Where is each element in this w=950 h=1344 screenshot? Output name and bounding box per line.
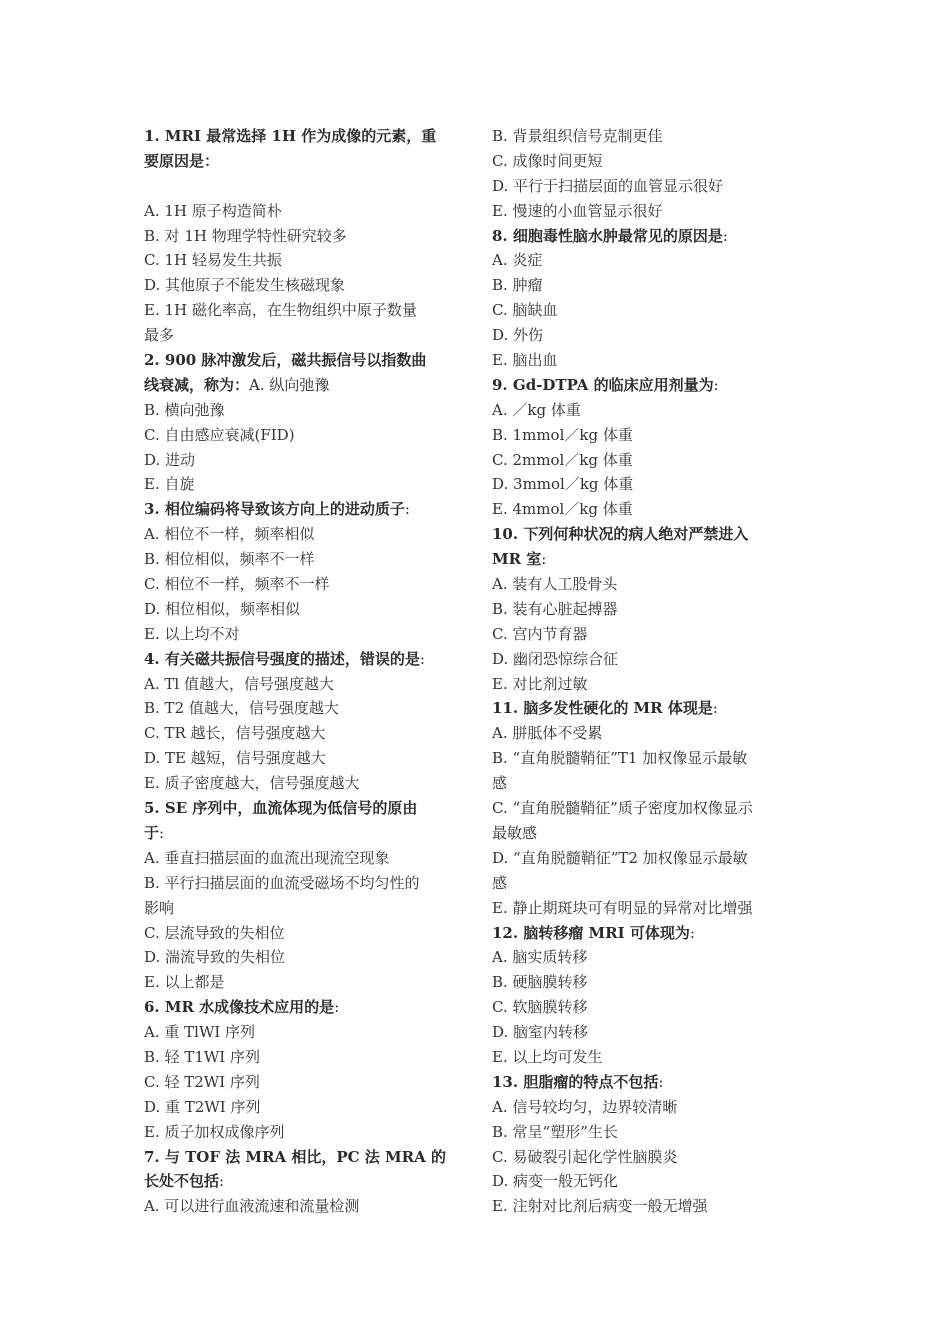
line-text: C. 层流导致的失相位: [144, 923, 285, 942]
option-line: [144, 771, 466, 796]
line-text: D. 重 T2WI 序列: [144, 1097, 261, 1116]
line-text: B. “直角脱髓鞘征”T1 加权像显示最敏: [492, 749, 748, 768]
line-text: E. 注射对比剂后病变一般无增强: [492, 1197, 708, 1216]
option-line: [492, 174, 814, 199]
line-tail-text: :: [713, 375, 719, 394]
question-line: [492, 921, 814, 946]
line-text: C. 宫内节育器: [492, 624, 588, 643]
line-tail-text: :: [722, 226, 728, 245]
option-line: [144, 896, 466, 921]
line-tail-text: :: [658, 1072, 664, 1091]
line-text: D. 外伤: [492, 326, 544, 345]
question-line: [144, 821, 466, 846]
line-text: A. 1H 原子构造简朴: [144, 201, 282, 220]
question-line: [144, 995, 466, 1020]
line-text: C. 自由感应衰减(FID): [144, 425, 295, 444]
option-line: [492, 871, 814, 896]
line-text: E. 质子加权成像序列: [144, 1122, 285, 1141]
line-text: B. 轻 T1WI 序列: [144, 1047, 260, 1066]
line-text: A. 脑实质转移: [492, 948, 588, 967]
line-text: A. Tl 值越大，信号强度越大: [144, 674, 334, 693]
line-text: B. T2 值越大，信号强度越大: [144, 699, 339, 718]
option-line: [144, 224, 466, 249]
option-line: [492, 846, 814, 871]
option-line: [492, 746, 814, 771]
line-text: 要原因是：: [144, 151, 220, 170]
line-text: 6. MR 水成像技术应用的是: [144, 998, 335, 1017]
option-line: [492, 1095, 814, 1120]
option-line: [144, 696, 466, 721]
option-line: [492, 970, 814, 995]
line-tail-text: :: [219, 1172, 225, 1191]
line-text: 9. Gd-DTPA 的临床应用剂量为: [492, 375, 714, 394]
line-text: E. 对比剂过敏: [492, 674, 588, 693]
line-text: D. 病变一般无钙化: [492, 1172, 619, 1191]
option-line: [492, 472, 814, 497]
question-line: [144, 1145, 466, 1170]
line-text: 3. 相位编码将导致该方向上的进动质子: [144, 500, 405, 519]
line-text: 2. 900 脉冲激发后，磁共振信号以指数曲: [144, 351, 427, 370]
option-line: [492, 273, 814, 298]
question-line: [492, 547, 814, 572]
option-line: [144, 622, 466, 647]
line-text: B. 1mmol／kg 体重: [492, 425, 633, 444]
option-line: [492, 597, 814, 622]
line-text: 最敏感: [492, 823, 538, 842]
line-text: E. 以上都是: [144, 973, 225, 992]
question-line: [492, 1070, 814, 1095]
line-text: A. 相位不一样，频率相似: [144, 525, 315, 544]
line-text: C. 2mmol／kg 体重: [492, 450, 633, 469]
option-line: [492, 323, 814, 348]
option-line: [144, 1045, 466, 1070]
question-line: [492, 373, 814, 398]
option-line: [144, 746, 466, 771]
line-text: B. 对 1H 物理学特性研究较多: [144, 226, 347, 245]
line-text: C. “直角脱髓鞘征”质子密度加权像显示: [492, 799, 753, 818]
question-line: [492, 224, 814, 249]
question-line: [144, 1169, 466, 1194]
line-text: A. ／kg 体重: [492, 400, 581, 419]
option-line: [144, 323, 466, 348]
line-text: 5. SE 序列中，血流体现为低信号的原由: [144, 799, 418, 818]
question-line: [492, 696, 814, 721]
line-text: D. 脑室内转移: [492, 1023, 589, 1042]
option-line: [144, 945, 466, 970]
line-text: B. 平行扫描层面的血流受磁场不均匀性的: [144, 873, 420, 892]
line-tail-text: :: [404, 500, 410, 519]
option-line: [144, 398, 466, 423]
line-text: E. 质子密度越大，信号强度越大: [144, 774, 360, 793]
option-line: [492, 149, 814, 174]
line-text: E. 静止期斑块可有明显的异常对比增强: [492, 898, 753, 917]
line-text: B. 肿瘤: [492, 276, 543, 295]
line-text: B. 常呈“塑形”生长: [492, 1122, 618, 1141]
option-line: [492, 796, 814, 821]
line-text: B. 横向弛豫: [144, 400, 225, 419]
line-text: D. 进动: [144, 450, 196, 469]
line-text: 感: [492, 774, 508, 793]
line-text: A. 炎症: [492, 251, 543, 270]
option-line: [492, 248, 814, 273]
option-line: [492, 647, 814, 672]
right-column: [492, 124, 814, 1219]
option-line: [492, 1045, 814, 1070]
option-line: [492, 995, 814, 1020]
option-line: [492, 1169, 814, 1194]
line-text: D. 3mmol／kg 体重: [492, 475, 634, 494]
line-tail-text: :: [159, 823, 165, 842]
option-line: [492, 945, 814, 970]
line-text: E. 以上均不对: [144, 624, 240, 643]
line-text: D. 湍流导致的失相位: [144, 948, 286, 967]
option-line: [492, 821, 814, 846]
option-line: [492, 771, 814, 796]
option-line: [492, 497, 814, 522]
line-tail-text: :: [419, 649, 425, 668]
option-line: [144, 572, 466, 597]
option-line: [492, 298, 814, 323]
line-text: A. 重 TlWI 序列: [144, 1023, 256, 1042]
question-line: [144, 497, 466, 522]
option-line: [492, 423, 814, 448]
line-text: 于: [144, 823, 160, 842]
line-text: E. 脑出血: [492, 351, 558, 370]
option-line: [492, 124, 814, 149]
line-text: C. 轻 T2WI 序列: [144, 1072, 260, 1091]
option-line: [144, 1070, 466, 1095]
line-tail-text: :: [712, 699, 718, 718]
line-text: A. 可以进行血液流速和流量检测: [144, 1197, 360, 1216]
option-line: [492, 398, 814, 423]
option-line: [144, 970, 466, 995]
line-text: 影响: [144, 898, 175, 917]
option-line: [144, 921, 466, 946]
line-text: D. 相位相似，频率相似: [144, 599, 301, 618]
line-text: C. 易破裂引起化学性脑膜炎: [492, 1147, 678, 1166]
line-text: D. 幽闭恐惊综合征: [492, 649, 619, 668]
line-text: 10. 下列何种状况的病人绝对严禁进入: [492, 525, 749, 544]
line-text: MR 室: [492, 550, 542, 569]
line-text: E. 1H 磁化率高，在生物组织中原子数量: [144, 301, 417, 320]
line-text: C. 脑缺血: [492, 301, 558, 320]
option-line: [144, 547, 466, 572]
line-text: B. 装有心脏起搏器: [492, 599, 618, 618]
option-line: [144, 522, 466, 547]
line-text: 11. 脑多发性硬化的 MR 体现是: [492, 699, 713, 718]
option-line: [144, 298, 466, 323]
line-tail-text: A. 纵向弛豫: [249, 375, 330, 394]
line-tail-text: :: [334, 998, 340, 1017]
line-text: C. 相位不一样，频率不一样: [144, 575, 330, 594]
option-line: [144, 721, 466, 746]
option-line: [492, 1020, 814, 1045]
option-line: [144, 472, 466, 497]
option-line: [492, 199, 814, 224]
question-line: [144, 348, 466, 373]
option-line: [144, 248, 466, 273]
option-line: [144, 1120, 466, 1145]
option-line: [144, 871, 466, 896]
question-line: [144, 796, 466, 821]
option-line: [492, 721, 814, 746]
line-text: 线衰减，称为：: [144, 375, 250, 394]
option-line: [144, 199, 466, 224]
option-line: [492, 1194, 814, 1219]
line-text: D. 其他原子不能发生核磁现象: [144, 276, 346, 295]
line-text: B. 背景组织信号克制更佳: [492, 127, 663, 145]
line-text: A. 垂直扫描层面的血流出现流空现象: [144, 848, 390, 867]
line-text: 1. MRI 最常选择 1H 作为成像的元素，重: [144, 127, 437, 145]
option-line: [144, 846, 466, 871]
option-line: [492, 622, 814, 647]
line-text: E. 自旋: [144, 475, 195, 494]
option-line: [144, 273, 466, 298]
line-text: C. TR 越长，信号强度越大: [144, 724, 326, 743]
line-text: A. 装有人工股骨头: [492, 575, 618, 594]
option-line: [492, 896, 814, 921]
line-text: 长处不包括: [144, 1172, 220, 1191]
line-text: C. 软脑膜转移: [492, 998, 588, 1017]
question-line: [144, 149, 466, 174]
option-line: [492, 448, 814, 473]
line-text: 感: [492, 873, 508, 892]
option-line: [492, 1120, 814, 1145]
line-text: 最多: [144, 326, 175, 345]
line-text: 7. 与 TOF 法 MRA 相比，PC 法 MRA 的: [144, 1147, 446, 1166]
option-line: [144, 597, 466, 622]
option-line: [492, 672, 814, 697]
line-text: 12. 脑转移瘤 MRI 可体现为: [492, 923, 690, 942]
line-tail-text: :: [541, 550, 547, 569]
option-line: [144, 448, 466, 473]
line-text: 8. 细胞毒性脑水肿最常见的原因是: [492, 226, 723, 245]
line-text: E. 4mmol／kg 体重: [492, 500, 633, 519]
line-text: B. 硬脑膜转移: [492, 973, 588, 992]
line-text: E. 慢速的小血管显示很好: [492, 201, 663, 220]
option-line: [144, 1020, 466, 1045]
line-text: C. 成像时间更短: [492, 151, 603, 170]
line-text: C. 1H 轻易发生共振: [144, 251, 282, 270]
option-line: [144, 1194, 466, 1219]
line-text: D. TE 越短，信号强度越大: [144, 749, 326, 768]
option-line: [144, 1095, 466, 1120]
option-line: [144, 672, 466, 697]
line-text: D. “直角脱髓鞘征”T2 加权像显示最敏: [492, 848, 748, 867]
line-text: B. 相位相似，频率不一样: [144, 550, 315, 569]
question-line: [144, 647, 466, 672]
option-line: [492, 572, 814, 597]
option-line: [492, 348, 814, 373]
line-text: E. 以上均可发生: [492, 1047, 603, 1066]
question-line: [492, 522, 814, 547]
option-line: [144, 423, 466, 448]
line-text: 13. 胆脂瘤的特点不包括: [492, 1072, 659, 1091]
line-text: A. 信号较均匀，边界较清晰: [492, 1097, 678, 1116]
line-text: D. 平行于扫描层面的血管显示很好: [492, 176, 724, 195]
line-tail-text: :: [689, 923, 695, 942]
left-column: [144, 124, 466, 1219]
option-line: [492, 1145, 814, 1170]
question-line: [144, 124, 466, 149]
line-text: 4. 有关磁共振信号强度的描述，错误的是: [144, 649, 420, 668]
question-line: [144, 373, 466, 398]
blank-line: [144, 174, 466, 199]
line-text: A. 胼胝体不受累: [492, 724, 603, 743]
